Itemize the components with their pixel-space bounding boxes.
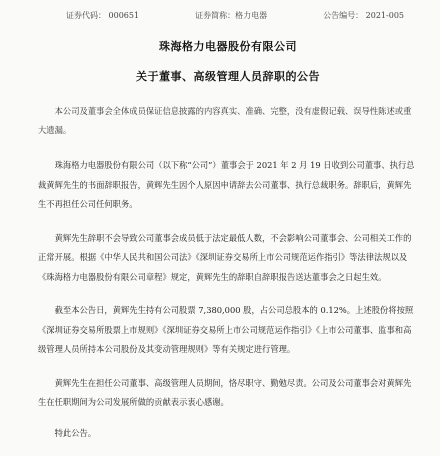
paragraph-thanks: 黄辉先生在担任公司董事、高级管理人员期间，恪尽职守、勤勉尽责。公司及公司董事会对黄辉先生在任职期间为公司发展所做的贡献表示衷心感谢。 bbox=[38, 377, 412, 407]
security-code: 证券代码： 000651 bbox=[66, 10, 140, 20]
paragraph-effect: 黄辉先生辞职不会导致公司董事会成员低于法定最低人数，不会影响公司董事会、公司相关工作的正常开展。根据《中华人民共和国公司法》《深圳证券交易所上市公司规范运作指引》等法律法规以及《珠海格力电器股份有限公司章程》规定，黄辉先生的辞职自辞职报告送达董事会之日起生效。 bbox=[38, 232, 412, 282]
security-abbreviation: 证券简称：格力电器 bbox=[195, 10, 268, 20]
disclaimer-notice: 本公司及董事会全体成员保证信息披露的内容真实、准确、完整，没有虚假记载、误导性陈述或重大遗漏。 bbox=[38, 106, 412, 135]
company-name: 珠海格力电器股份有限公司 bbox=[159, 40, 297, 53]
body-text bbox=[38, 156, 418, 413]
paragraph-shareholding: 截至本公告日，黄辉先生持有公司股票 7,380,000 股，占公司总股本的 0.12%。上述股份将按照《深圳证券交易所股票上市规则》《深圳证券交易所上市公司规范运作指引》《上市公司董事、监事和高级管理人员所持本公司股份及其变动管理规则》等有关规定进行管理。 bbox=[38, 305, 414, 354]
document-header bbox=[38, 0, 418, 30]
announcement-number: 公告编号： 2021-005 bbox=[323, 10, 404, 20]
announcement-title: 关于董事、高级管理人员辞职的公告 bbox=[136, 70, 320, 83]
closing-statement: 特此公告。 bbox=[54, 427, 97, 438]
paragraph-resignation: 珠海格力电器股份有限公司（以下称“公司”）董事会于 2021 年 2 月 19 日收到公司董事、执行总裁黄辉先生的书面辞职报告，黄辉先生因个人原因申请辞去公司董事、执行总裁职务。辞职后，黄辉先生不再担任公司任何职务。 bbox=[38, 160, 415, 209]
